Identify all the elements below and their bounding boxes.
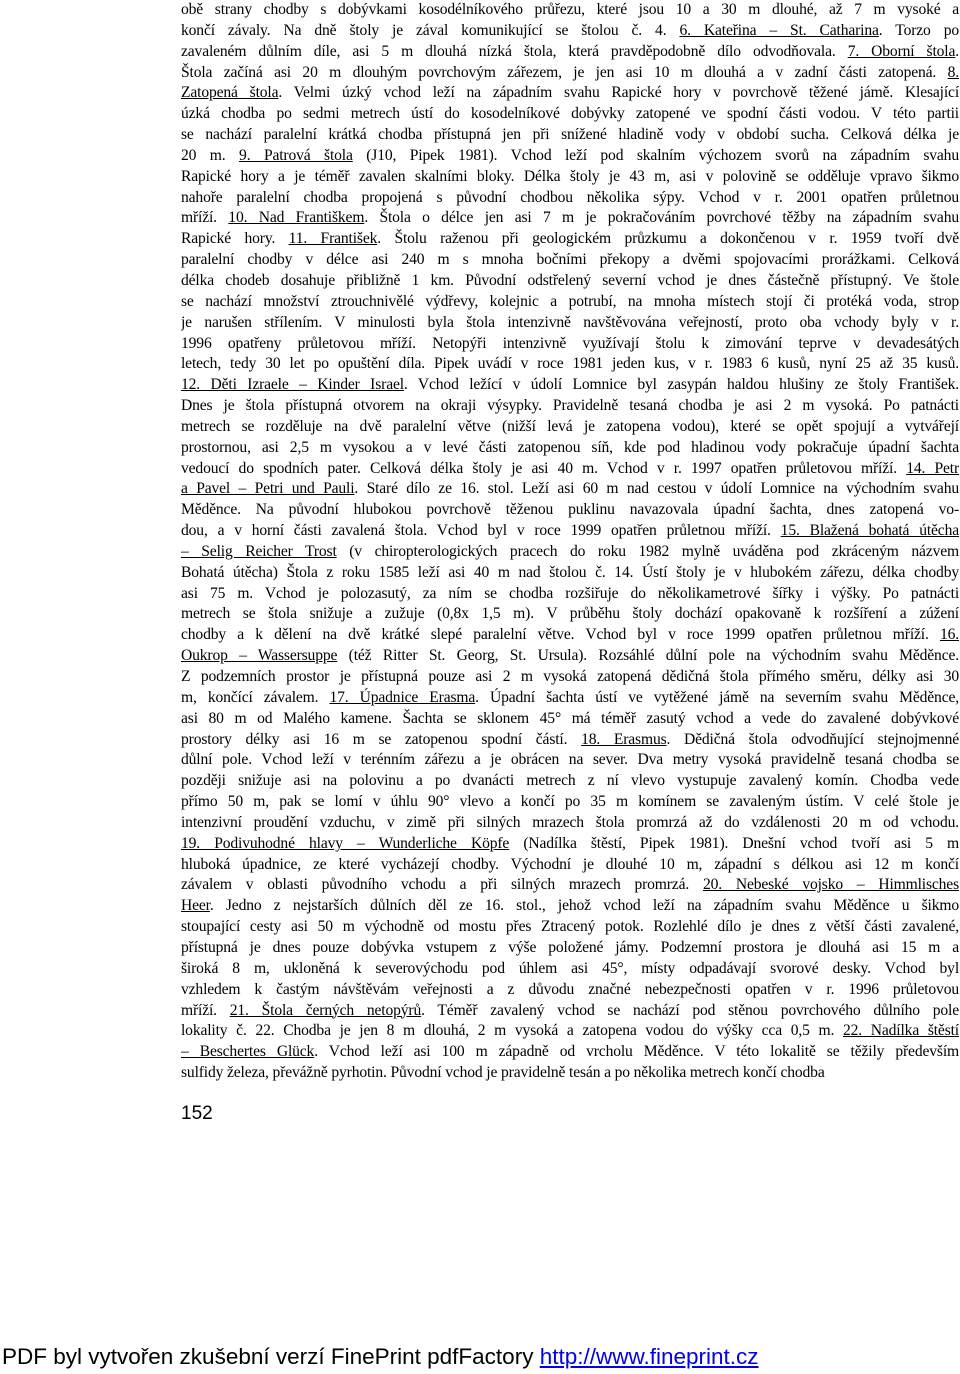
underlined-locality-name: a Pavel – Petri und Pauli: [181, 480, 355, 498]
text-line: Oukrop – Wassersuppe (též Ritter St. Georg, St. Ursula). Rozsáhlé důlní pole na východním svahu Měděnce.: [181, 647, 959, 665]
text-line: 1996 opatřeny průletovou mříží. Netopýři intenzivně využívají štolu k zimování teprve v devadesátých: [181, 334, 959, 352]
text-line: Heer. Jedno z nejstarších důlních děl ze 16. stol., jehož vchod leží na západním svahu Měděnce u šikmo: [181, 897, 959, 915]
text-line: stoupající cesty asi 50 m východně od mostu přes Ztracený potok. Rozlehlé dílo je dnes z větší části zavalené,: [181, 918, 959, 936]
text-line: délka chodeb dosahuje přibližně 1 km. Původní odstřelený severní vchod je dnes částečně přístupný. Ve štole: [181, 271, 959, 289]
text-line: Z podzemních prostor je přístupná pouze asi 2 m vysoká zatopená dědičná štola přímého směru, délky asi 30: [181, 668, 959, 685]
text-line: a Pavel – Petri und Pauli. Staré dílo ze 16. stol. Leží asi 60 m nad cestou v údolí Lomnice na východním svahu: [181, 480, 959, 498]
text-line: Zatopená štola. Velmi úzký vchod leží na západním svahu Rapické hory v povrchově těžené jámě. Klesající: [181, 84, 959, 102]
text-line: Měděnce. Na původní hlubokou povrchově těženou puklinu navazovala úpadní šachta, dnes zatopená vo-: [181, 501, 959, 519]
body-text: [181, 0, 959, 1084]
text-line: Rapické hory a je téměř zavalen skalními bloky. Délka štoly je 43 m, asi v polovině se odděluje vpravo šikmo: [181, 167, 959, 185]
text-line: m, končící závalem. 17. Úpadnice Erasma. Úpadní šachta ústí ve vytěžené jámě na severním svahu Měděnce,: [181, 688, 959, 706]
underlined-locality-name: 12. Děti Izraele – Kinder Israel: [181, 376, 404, 394]
pdf-footer: [2, 1344, 759, 1370]
underlined-locality-name: 10. Nad Františkem: [228, 209, 365, 227]
text-line: úzká chodba po sedmi metrech ústí do kosodelníkové dobývky zatopené ve spodní části vodou. V této partii: [181, 105, 959, 123]
text-line: závalem v oblasti původního vchodu a při silných mrazech promrzá. 20. Nebeské vojsko – Himmlisches: [181, 876, 959, 894]
underlined-locality-name: 20. Nebeské vojsko – Himmlisches: [702, 876, 959, 894]
text-line: Dnes je štola přístupná otvorem na okraji výsypky. Pravidelně tesaná chodba je asi 2 m vysoká. Po patnácti: [181, 397, 959, 415]
underlined-locality-name: Heer: [181, 897, 210, 915]
underlined-locality-name: 8.: [947, 63, 959, 81]
text-line: mříží. 21. Štola černých netopýrů. Téměř zavalený vchod se nachází pod stěnou povrchového důlního pole: [181, 1001, 959, 1019]
text-line: vzhledem k častým návštěvám veřejnosti a z důvodu značné nebezpečnosti opatřen v r. 1996 průletovou: [181, 980, 959, 998]
text-line: se nachází paralelní krátká chodba přístupná jen při snížené hladině vody v období sucha. Celková délka je: [181, 126, 959, 144]
text-line: 20 m. 9. Patrová štola (J10, Pipek 1981). Vchod leží pod skalním výchozem svorů na západním svahu: [181, 146, 959, 164]
text-line: paralelní chodby v délce asi 240 m s mnoha bočními překopy a dvěmi spojovacími prorážkami. Celková: [181, 251, 959, 269]
underlined-locality-name: 14. Petr: [906, 459, 959, 477]
underlined-locality-name: Oukrop – Wassersuppe: [181, 647, 338, 665]
text-line: prostornou, asi 2,5 m vysokou a v levé části zatopenou síň, kde pod hladinou vody pokračuje úpadní šachta: [181, 438, 959, 456]
text-line: Rapické hory. 11. František. Štolu raženou při geologickém průzkumu a dokončenou v r. 1959 tvoří dvě: [181, 230, 959, 248]
text-line: 12. Děti Izraele – Kinder Israel. Vchod ležící v údolí Lomnice byl zasypán haldou hlušiny ze štoly František.: [181, 376, 959, 394]
underlined-locality-name: 18. Erasmus: [581, 730, 667, 748]
underlined-locality-name: 11. František: [288, 230, 378, 248]
text-line: metrech se štola snižuje a zužuje (0,8x 1,5 m). V průběhu štoly dochází opakovaně k rozšíření a zúžení: [181, 605, 959, 623]
underlined-locality-name: – Beschertes Glück: [181, 1043, 315, 1061]
text-line: se nachází množství ztrouchnivělé výdřevy, kolejnic a potrubí, na mnoha místech stojí či protéká voda, strop: [181, 292, 959, 310]
text-line: je narušen střílením. V minulosti byla štola intenzivně navštěvována veřejností, proto oba vchody byly v r.: [181, 313, 959, 331]
underlined-locality-name: 21. Štola černých netopýrů: [229, 1001, 422, 1019]
text-line: sulfidy železa, převážně pyrhotin. Původní vchod je pravidelně tesán a po několika metrech končí chodba: [181, 1064, 825, 1082]
page-number: 152: [181, 1103, 213, 1124]
text-line: letech, tedy 30 let po opuštění díla. Pipek uvádí v roce 1981 jeden kus, v r. 1983 6 kusů, nyní 25 až 35 kusů.: [181, 355, 959, 373]
text-line: přímo 50 m, pak se lomí v úhlu 90° vlevo a končí po 35 m komínem se zavaleným ústím. V celé štole je: [181, 793, 959, 811]
underlined-locality-name: 19. Podivuhodné hlavy – Wunderliche Köpfe: [181, 834, 510, 852]
text-line: prostory délky asi 16 m se zatopenou spodní částí. 18. Erasmus. Dědičná štola odvodňující stejnojmenné: [181, 730, 959, 748]
underlined-locality-name: 15. Blažená bohatá útěcha: [780, 522, 959, 540]
underlined-locality-name: Zatopená štola: [181, 84, 279, 102]
text-line: hluboká úpadnice, ze které vycházejí chodby. Východní je dlouhé 10 m, západní s délkou asi 12 m končí: [181, 855, 959, 873]
underlined-locality-name: – Selig Reicher Trost: [181, 542, 337, 560]
text-line: asi 75 m. Vchod je polozasutý, za ním se chodba rozšiřuje do několikametrové šířky i výšky. Po patnácti: [181, 584, 959, 602]
text-line: později snižuje asi na polovinu a po dvanácti metrech z ní vlevo vystupuje zavalený komín. Chodba vede: [181, 772, 959, 790]
text-line: 19. Podivuhodné hlavy – Wunderliche Köpfe (Nadílka štěstí, Pipek 1981). Dnešní vchod tvoří asi 5 m: [181, 834, 959, 852]
text-line: nahoře paralelní chodba propojená s původní chodbou několika sýpy. Vchod v r. 2001 opatřen průletnou: [181, 188, 959, 206]
text-line: zavaleném důlním díle, asi 5 m dlouhá nízká štola, která pravděpodobně dílo odvodňovala. 7. Oborní štola.: [181, 42, 959, 60]
footer-text: PDF byl vytvořen zkušební verzí FinePrint pdfFactory: [2, 1344, 540, 1369]
underlined-locality-name: 17. Úpadnice Erasma: [329, 688, 476, 706]
text-line: intenzivní proudění vzduchu, v zimě při silných mrazech štola promrzá až do vzdálenosti 20 m od vchodu.: [181, 813, 959, 831]
text-line: končí závaly. Na dně štoly je zával komunikující se štolou č. 4. 6. Kateřina – St. Catharina. Torzo po: [181, 21, 959, 39]
underlined-locality-name: 22. Nadílka štěstí: [842, 1022, 959, 1040]
text-line: přístupná je dnes pouze dobývka vstupem z výše položené jámy. Podzemní prostora je dlouhá asi 15 m a: [181, 938, 959, 956]
text-line: vedoucí do spodních pater. Celková délka štoly je asi 40 m. Vchod v r. 1997 opatřen průletovou mříží. 14. Petr: [181, 459, 959, 477]
text-line: – Beschertes Glück. Vchod leží asi 100 m západně od vrcholu Měděnce. V této lokalitě se těžily především: [181, 1043, 959, 1061]
underlined-locality-name: 9. Patrová štola: [239, 146, 353, 164]
text-line: Bohatá útěcha) Štola z roku 1585 leží asi 40 m nad štolou č. 14. Ústí štoly je v hlubokém zářezu, délka chodby: [181, 563, 959, 581]
text-line: – Selig Reicher Trost (v chiropterologických pracech do roku 1982 mylně uváděna pod zkráceným názvem: [181, 542, 959, 560]
underlined-locality-name: 7. Oborní štola: [847, 42, 956, 60]
underlined-locality-name: 16.: [939, 626, 959, 644]
text-line: široká 8 m, ukloněná k severovýchodu pod úhlem asi 45°, místy odpadávají svorové desky. Vchod byl: [181, 959, 959, 977]
text-line: důlní pole. Vchod leží v terénním zářezu a je obrácen na sever. Dva metry vysoká pravidelně tesaná chodba se: [181, 751, 959, 769]
text-line: dou, a v horní části zavalená štola. Vchod byl v roce 1999 opatřen průletnou mříží. 15. Blažená bohatá útěcha: [181, 522, 959, 540]
footer-link[interactable]: http://www.fineprint.cz: [539, 1344, 759, 1369]
text-line: chodby a k dělení na dvě krátké slepé paralelní větve. Vchod byl v roce 1999 opatřen průletnou mříží. 16.: [181, 626, 959, 644]
text-line: Štola začíná asi 20 m dlouhým povrchovým zářezem, je jen asi 10 m dlouhá a v zadní části zatopená. 8.: [181, 63, 959, 81]
underlined-locality-name: 6. Kateřina – St. Catharina: [679, 21, 879, 39]
text-line: obě strany chodby s dobývkami kosodélníkového průřezu, které jsou 10 a 30 m dlouhé, až 7 m vysoké a: [181, 1, 959, 18]
text-line: metrech se rozděluje na dvě paralelní větve (nižší levá je zatopena vodou), které se opět spojují a vytvářejí: [181, 417, 959, 435]
text-line: asi 80 m od Malého kamene. Šachta se sklonem 45° má téměř zasutý vchod a vede do zavalené dobývkové: [181, 709, 959, 727]
text-line: lokality č. 22. Chodba je jen 8 m dlouhá, 2 m vysoká a zatopena vodou do výšky cca 0,5 m. 22. Nadílka štěstí: [181, 1022, 959, 1040]
text-line: mříží. 10. Nad Františkem. Štola o délce jen asi 7 m je pokračováním povrchové těžby na západním svahu: [181, 209, 959, 227]
